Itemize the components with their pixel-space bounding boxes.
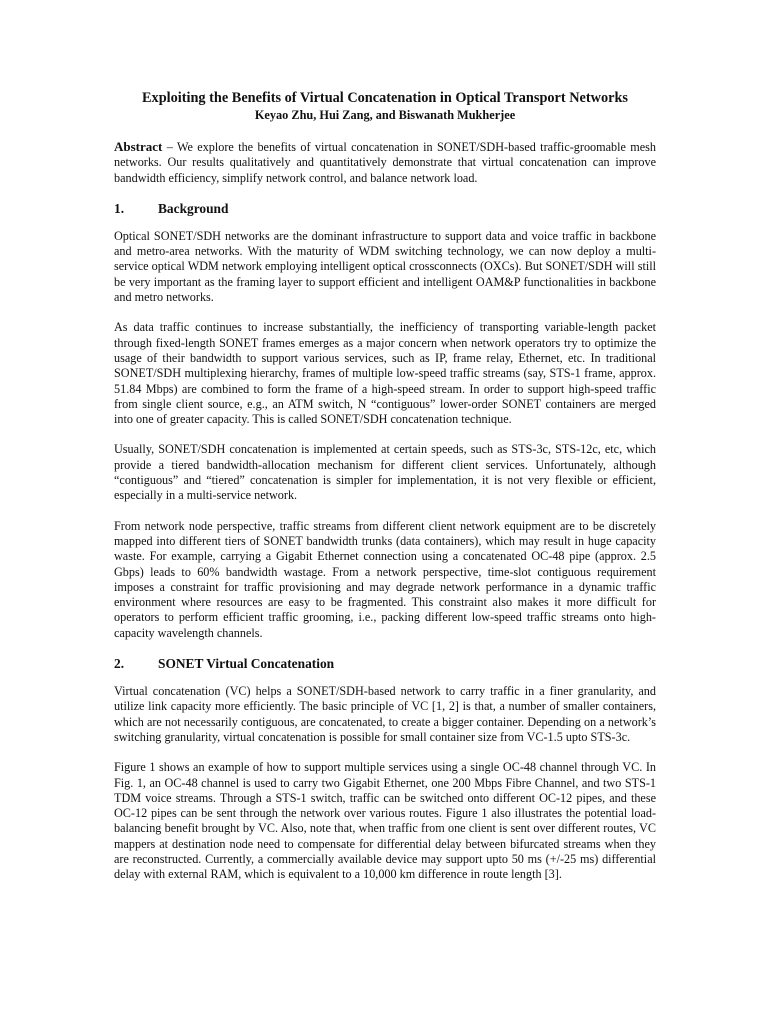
paper-body	[114, 90, 656, 898]
paragraph: Usually, SONET/SDH concatenation is implemented at certain speeds, such as STS-3c, STS-12c, etc, which provide a tiered bandwidth-allocation mechanism for different client services. Unfortunately, although “contiguous” and “tiered” concatenation is simpler for implementation, it is not very flexible or efficient, especially in a multi-service network.	[114, 442, 656, 503]
section-title: Background	[158, 200, 229, 216]
section-number: 1.	[114, 200, 125, 216]
paper-title: Exploiting the Benefits of Virtual Concatenation in Optical Transport Networks	[142, 90, 628, 106]
section-title: SONET Virtual Concatenation	[158, 656, 335, 672]
abstract	[114, 139, 656, 186]
paper-authors: Keyao Zhu, Hui Zang, and Biswanath Mukherjee	[254, 108, 516, 122]
paragraph: Figure 1 shows an example of how to support multiple services using a single OC-48 channel through VC. In Fig. 1, an OC-48 channel is used to carry two Gigabit Ethernet, one 200 Mbps Fibre Channel, and two STS-1 TDM voice streams. Through a STS-1 switch, traffic can be switched onto different OC-12 pipes, and these OC-12 pipes can be sent through the network over various routes. Figure 1 also illustrates the potential load-balancing benefit brought by VC. Also, note that, when traffic from one client is sent over different routes, VC mappers at destination node need to compensate for differential delay between bifurcated streams when they are reconstructed. Currently, a commercially available device may support upto 50 ms (+/-25 ms) differential delay with external RAM, which is equivalent to a 10,000 km difference in route length [3].	[114, 760, 656, 882]
section-heading	[114, 656, 656, 672]
paragraph: Virtual concatenation (VC) helps a SONET/SDH-based network to carry traffic in a finer granularity, and utilize link capacity more efficiently. The basic principle of VC [1, 2] is that, a number of smaller containers, which are not necessarily contiguous, are concatenated, to create a bigger container. Depending on a network’s switching granularity, virtual concatenation is possible for small container size from VC-1.5 upto STS-3c.	[114, 684, 656, 744]
section-number: 2.	[114, 656, 125, 672]
paragraph: As data traffic continues to increase substantially, the inefficiency of transporting variable-length packet through fixed-length SONET frames emerges as a major concern when network operators try to optimize the usage of their bandwidth to support various services, such as IP, frame relay, Ethernet, etc. In traditional SONET/SDH multiplexing hierarchy, frames of multiple low-speed traffic streams (say, STS-1 frame, approx. 51.84 Mbps) are combined to form the frame of a high-speed stream. In order to support high-speed traffic from single client source, e.g., an ATM switch, N “contiguous” lower-order SONET containers are merged into one of greater capacity. This is called SONET/SDH concatenation technique.	[114, 320, 656, 427]
section-virtual-concatenation	[114, 656, 656, 883]
paragraph: From network node perspective, traffic streams from different client network equipment are to be discretely mapped into different tiers of SONET bandwidth trunks (data containers), which may result in huge capacity waste. For example, carrying a Gigabit Ethernet connection using a concatenated OC-48 pipe (approx. 2.5 Gbps) leads to 60% bandwidth wastage. From a network perspective, time-slot contiguous requirement imposes a constraint for traffic provisioning and may degrade network performance in a dynamic traffic environment where resources are easy to be fragmented. This constraint also makes it more difficult for operators to perform efficient traffic grooming, i.e., packing different low-speed traffic streams onto high-capacity wavelength channels.	[114, 518, 656, 640]
paragraph: Optical SONET/SDH networks are the dominant infrastructure to support data and voice traffic in backbone and metro-area networks. With the maturity of WDM switching technology, we can now deploy a multi-service optical WDM network employing intelligent optical crossconnects (OXCs). But SONET/SDH will still be very important as the framing layer to support efficient and intelligent OAM&P functionalities in backbone and metro networks.	[114, 228, 656, 305]
section-background	[114, 201, 656, 641]
section-heading	[114, 201, 656, 217]
abstract-text: We explore the benefits of virtual concatenation in SONET/SDH-based traffic-groomable mesh networks. Our results qualitatively and quantitatively demonstrate that virtual concatenation can improve bandwidth efficiency, simplify network control, and balance network load.	[114, 140, 656, 185]
abstract-dash: –	[162, 140, 177, 154]
abstract-label: Abstract	[114, 139, 163, 154]
